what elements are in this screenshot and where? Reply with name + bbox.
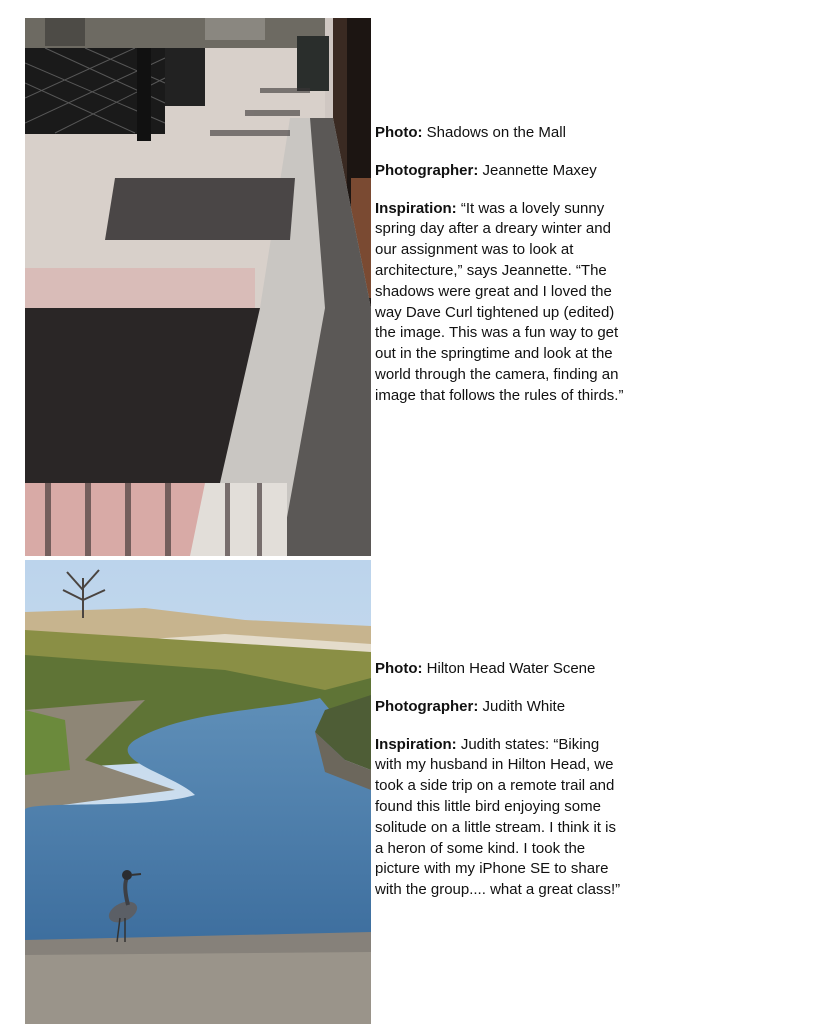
photo-hilton-head-water-scene [25,560,371,1024]
caption-entry-1 [375,123,625,424]
photo-title: Shadows on the Mall [426,124,566,141]
photo-label: Photo: [375,660,423,677]
inspiration-text: Judith states: “Biking with my husband in Hilton Head, we took a side trip on a remote trail and found this little bird enjoying some solitude on a little stream. I think it is a heron of some kind. I took the picture with my iPhone SE to share with the group.... what a great class!” [375,735,621,899]
caption-entry-2 [375,659,625,918]
inspiration-line [375,199,625,407]
photo-label: Photo: [375,124,423,141]
photo-title: Hilton Head Water Scene [426,660,596,677]
inspiration-line [375,735,625,901]
inspiration-label: Inspiration: [375,735,457,753]
photographer-line [375,697,625,718]
inspiration-label: Inspiration: [375,199,457,217]
photographer-line [375,161,625,182]
inspiration-text: “It was a lovely sunny spring day after a dreary winter and our assignment was to look at architecture,” says Jeannette. “The shadows were great and I loved the way Dave Curl tightened up (edited) the image. This was a fun way to get out in the springtime and look at the world through the camera, finding an image that follows the rules of thirds.” [375,199,624,404]
photographer-name: Jeannette Maxey [482,161,597,179]
photographer-label: Photographer: [375,161,479,179]
photographer-name: Judith White [482,697,566,715]
photo-title-line [375,659,625,680]
mall-shadows-image [25,18,371,556]
water-scene-image [25,560,371,1024]
photo-title-line [375,123,625,144]
photo-shadows-on-the-mall [25,18,371,556]
photographer-label: Photographer: [375,697,479,715]
